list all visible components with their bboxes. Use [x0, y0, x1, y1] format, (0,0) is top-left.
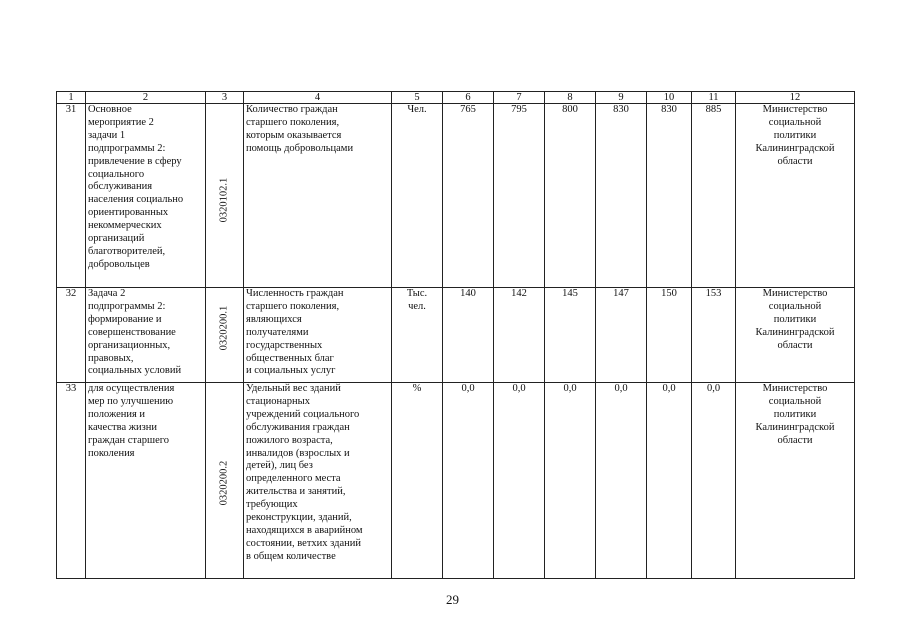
code-cell: [206, 288, 244, 383]
unit: Чел.: [392, 104, 443, 288]
col-header-2: 2: [86, 92, 206, 104]
value-cell: 765: [443, 104, 494, 288]
col-header-6: 6: [443, 92, 494, 104]
code-cell: [206, 383, 244, 579]
responsible: Министерство социальной политики Калининградской области: [736, 104, 855, 288]
col-header-11: 11: [692, 92, 736, 104]
value-cell: 800: [545, 104, 596, 288]
value-cell: 153: [692, 288, 736, 383]
indicator-name: Количество граждан старшего поколения, которым оказывается помощь добровольцами: [244, 104, 392, 288]
value-cell: 142: [494, 288, 545, 383]
responsible: Министерство социальной политики Калининградской области: [736, 288, 855, 383]
col-header-10: 10: [647, 92, 692, 104]
budget-code: 0320200.2: [218, 460, 230, 506]
row-number: 33: [57, 383, 86, 579]
value-cell: 0,0: [494, 383, 545, 579]
value-cell: 795: [494, 104, 545, 288]
value-cell: 0,0: [692, 383, 736, 579]
value-cell: 0,0: [443, 383, 494, 579]
value-cell: 885: [692, 104, 736, 288]
value-cell: 145: [545, 288, 596, 383]
event-name: Основное мероприятие 2 задачи 1 подпрограммы 2: привлечение в сферу социального обслуживания населения социально ориентированных некоммерческих организаций благотворителей, добровольцев: [86, 104, 206, 288]
value-cell: 150: [647, 288, 692, 383]
col-header-8: 8: [545, 92, 596, 104]
col-header-9: 9: [596, 92, 647, 104]
page-number: 29: [446, 592, 459, 607]
col-header-7: 7: [494, 92, 545, 104]
col-header-3: 3: [206, 92, 244, 104]
row-number: 31: [57, 104, 86, 288]
table-row: [57, 288, 855, 383]
event-name: Задача 2 подпрограммы 2: формирование и совершенствование организационных, правовых, социальных условий: [86, 288, 206, 383]
unit: Тыс. чел.: [392, 288, 443, 383]
col-header-5: 5: [392, 92, 443, 104]
unit: %: [392, 383, 443, 579]
value-cell: 140: [443, 288, 494, 383]
row-number: 32: [57, 288, 86, 383]
value-cell: 830: [596, 104, 647, 288]
col-header-1: 1: [57, 92, 86, 104]
budget-code: 0320102.1: [218, 177, 230, 223]
value-cell: 0,0: [596, 383, 647, 579]
value-cell: 0,0: [545, 383, 596, 579]
col-header-12: 12: [736, 92, 855, 104]
value-cell: 0,0: [647, 383, 692, 579]
code-cell: [206, 104, 244, 288]
event-name: для осуществления мер по улучшению положения и качества жизни граждан старшего поколения: [86, 383, 206, 579]
indicator-name: Численность граждан старшего поколения, являющихся получателями государственных общественных благ и социальных услуг: [244, 288, 392, 383]
indicators-table: [56, 91, 855, 579]
header-row: [57, 92, 855, 104]
value-cell: 830: [647, 104, 692, 288]
value-cell: 147: [596, 288, 647, 383]
responsible: Министерство социальной политики Калининградской области: [736, 383, 855, 579]
table-row: [57, 383, 855, 579]
col-header-4: 4: [244, 92, 392, 104]
budget-code: 0320200.1: [218, 305, 230, 351]
table-row: [57, 104, 855, 288]
indicator-name: Удельный вес зданий стационарных учреждений социального обслуживания граждан пожилого возраста, инвалидов (взрослых и детей), лиц без определенного места жительства и занятий, требующих реконструкции, зданий, находящихся в аварийном состоянии, ветхих зданий в общем количестве: [244, 383, 392, 579]
